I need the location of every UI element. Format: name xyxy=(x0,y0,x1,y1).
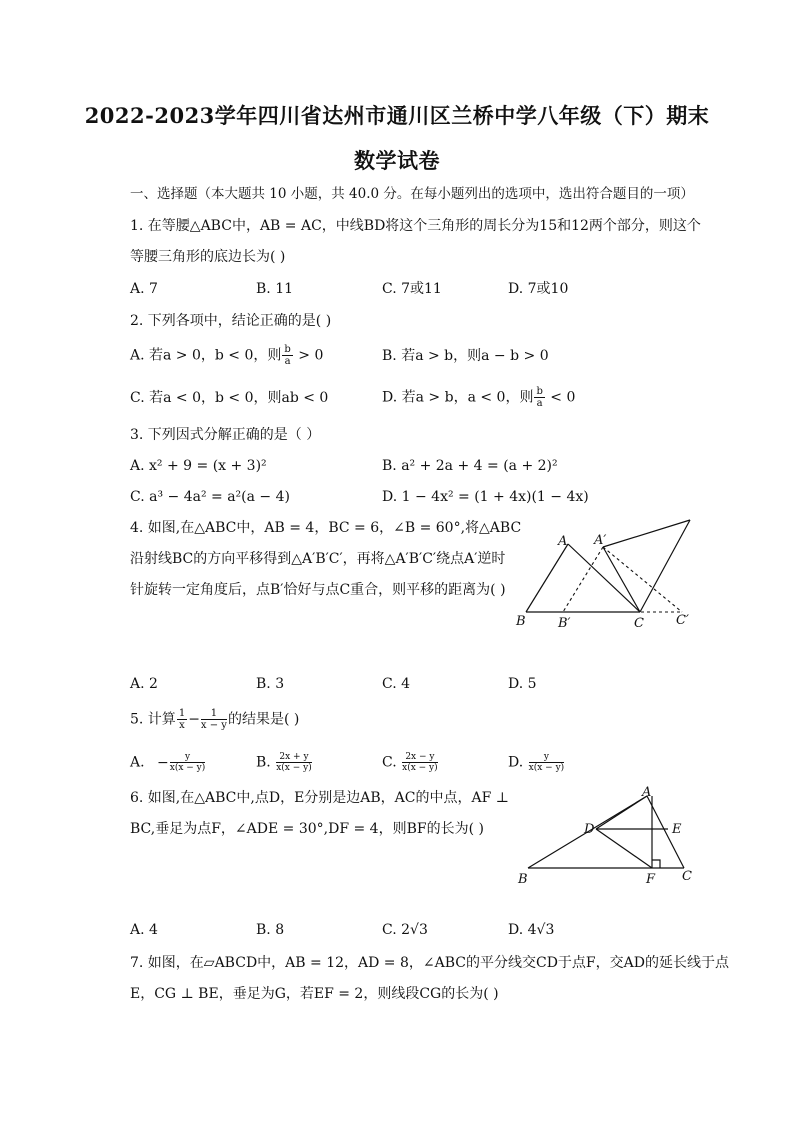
option-label: C. xyxy=(382,754,397,771)
q4-option-b: B. 3 xyxy=(256,676,285,692)
q1-option-a: A. 7 xyxy=(130,281,158,297)
q5-minus: − xyxy=(188,711,200,728)
q3-stem: 3. 下列因式分解正确的是（ ） xyxy=(130,427,321,443)
q6-line-1: 6. 如图,在△ABC中,点D，E分别是边AB，AC的中点，AF ⊥ xyxy=(130,790,509,806)
q4-option-c: C. 4 xyxy=(382,676,411,692)
label-c-prime: C′ xyxy=(676,613,689,628)
fraction-numerator: 1 xyxy=(201,708,227,720)
label-a: A xyxy=(558,534,568,549)
q6-option-c: C. 2√3 xyxy=(382,922,428,938)
fraction-numerator: y xyxy=(170,752,206,763)
option-label: B. xyxy=(256,754,271,771)
q4-line-3: 针旋转一定角度后，点B′恰好与点C重合，则平移的距离为( ) xyxy=(130,582,506,598)
fraction-numerator: 1 xyxy=(178,708,186,719)
q5-option-d-fraction xyxy=(529,752,565,773)
fraction-denominator: x − y xyxy=(200,720,227,731)
q5-option-a-fraction xyxy=(170,752,206,773)
fraction-denominator: x(x − y) xyxy=(169,763,206,773)
option-label: A. xyxy=(130,754,145,771)
right-angle-mark xyxy=(652,860,660,868)
q7-line-2: E，CG ⊥ BE，垂足为G，若EF = 2，则线段CG的长为( ) xyxy=(130,986,499,1002)
q5-stem-pre: 5. 计算 xyxy=(130,711,176,728)
q3-option-b: B. a² + 2a + 4 = (a + 2)² xyxy=(382,458,558,474)
fraction-denominator: x xyxy=(179,720,185,731)
q5-fraction-1 xyxy=(177,708,187,731)
fraction-numerator: 2x − y xyxy=(402,752,438,763)
q5-option-a xyxy=(130,752,206,773)
fraction-denominator: x(x − y) xyxy=(528,763,565,773)
segment-a1b1 xyxy=(563,547,603,612)
q4-line-1: 4. 如图,在△ABC中，AB = 4，BC = 6，∠B = 60°,将△ABC xyxy=(130,520,522,536)
q1-line-2: 等腰三角形的底边长为( ) xyxy=(130,249,286,265)
q6-option-b: B. 8 xyxy=(256,922,285,938)
label-b-prime: B′ xyxy=(558,616,571,631)
label-f: F xyxy=(646,872,656,887)
fraction-numerator: y xyxy=(529,752,565,763)
q1-line-1: 1. 在等腰△ABC中，AB = AC，中线BD将这个三角形的周长分为15和12两个部分，则这个 xyxy=(130,218,701,234)
label-d: D xyxy=(584,822,595,837)
fraction-numerator: b xyxy=(284,344,291,355)
segment-df xyxy=(596,829,652,868)
q7-line-1: 7. 如图，在▱ABCD中，AB = 12，AD = 8，∠ABC的平分线交CD于点F，交AD的延长线于点 xyxy=(130,955,729,971)
q2-option-a-text: A. 若a > 0，b < 0，则 xyxy=(130,347,282,364)
fraction-denominator: x(x − y) xyxy=(276,763,312,773)
label-b: B xyxy=(516,614,526,629)
segment-ac xyxy=(568,544,640,612)
q3-option-a: A. x² + 9 = (x + 3)² xyxy=(130,458,267,474)
label-c: C xyxy=(634,616,644,631)
q5-option-b xyxy=(256,752,313,773)
q2-option-d-text: D. 若a > b，a < 0，则 xyxy=(382,389,534,406)
label-a-prime: A′ xyxy=(594,533,607,548)
q2-option-c: C. 若a < 0，b < 0，则ab < 0 xyxy=(130,390,329,406)
q6-option-d: D. 4√3 xyxy=(508,922,555,938)
q5-stem xyxy=(130,708,299,731)
q2-option-a-post: > 0 xyxy=(293,347,324,364)
q2-option-a-fraction xyxy=(282,344,292,367)
q2-option-d-fraction xyxy=(534,386,544,409)
fraction-denominator: a xyxy=(536,398,543,409)
fraction-denominator: a xyxy=(284,356,291,367)
section-heading: 一、选择题（本大题共 10 小题，共 40.0 分。在每小题列出的选项中，选出符合题目的一项） xyxy=(130,186,694,202)
q5-option-c-fraction xyxy=(402,752,438,773)
q3-option-c: C. a³ − 4a² = a²(a − 4) xyxy=(130,489,290,505)
q5-stem-post: 的结果是( ) xyxy=(227,711,300,728)
label-c: C xyxy=(682,869,692,884)
q2-option-a xyxy=(130,344,323,367)
q5-option-b-fraction xyxy=(276,752,312,773)
segment-a1c xyxy=(603,547,640,612)
fraction-denominator: x(x − y) xyxy=(402,763,438,773)
label-a: A xyxy=(642,785,652,800)
fraction-numerator: 2x + y xyxy=(276,752,312,763)
q1-option-c: C. 7或11 xyxy=(382,281,442,297)
label-b: B xyxy=(518,872,528,887)
q4-option-d: D. 5 xyxy=(508,676,537,692)
q2-option-d-post: < 0 xyxy=(545,389,576,406)
q5-fraction-2 xyxy=(201,708,227,731)
segment-ad xyxy=(596,796,647,829)
segment-ab xyxy=(526,544,568,612)
fraction-numerator: b xyxy=(536,386,543,397)
q5-option-d xyxy=(508,752,565,773)
q4-option-a: A. 2 xyxy=(130,676,158,692)
q6-line-2: BC,垂足为点F，∠ADE = 30°,DF = 4，则BF的长为( ) xyxy=(130,821,484,837)
q2-stem: 2. 下列各项中，结论正确的是( ) xyxy=(130,313,332,329)
title-line-2: 数学试卷 xyxy=(354,148,440,173)
option-sign: − xyxy=(157,754,169,771)
q2-option-d xyxy=(382,386,575,409)
q2-option-b: B. 若a > b，则a − b > 0 xyxy=(382,348,549,364)
title-line-1: 2022-2023学年四川省达州市通川区兰桥中学八年级（下）期末 xyxy=(84,103,710,128)
q3-option-d: D. 1 − 4x² = (1 + 4x)(1 − 4x) xyxy=(382,489,589,505)
q4-line-2: 沿射线BC的方向平移得到△A′B′C′，再将△A′B′C′绕点A′逆时 xyxy=(130,551,506,567)
q5-option-c xyxy=(382,752,439,773)
q1-option-b: B. 11 xyxy=(256,281,294,297)
q6-option-a: A. 4 xyxy=(130,922,158,938)
q1-option-d: D. 7或10 xyxy=(508,281,569,297)
option-label: D. xyxy=(508,754,524,771)
label-e: E xyxy=(672,822,682,837)
q6-figure xyxy=(512,784,702,890)
q4-figure xyxy=(510,512,710,632)
